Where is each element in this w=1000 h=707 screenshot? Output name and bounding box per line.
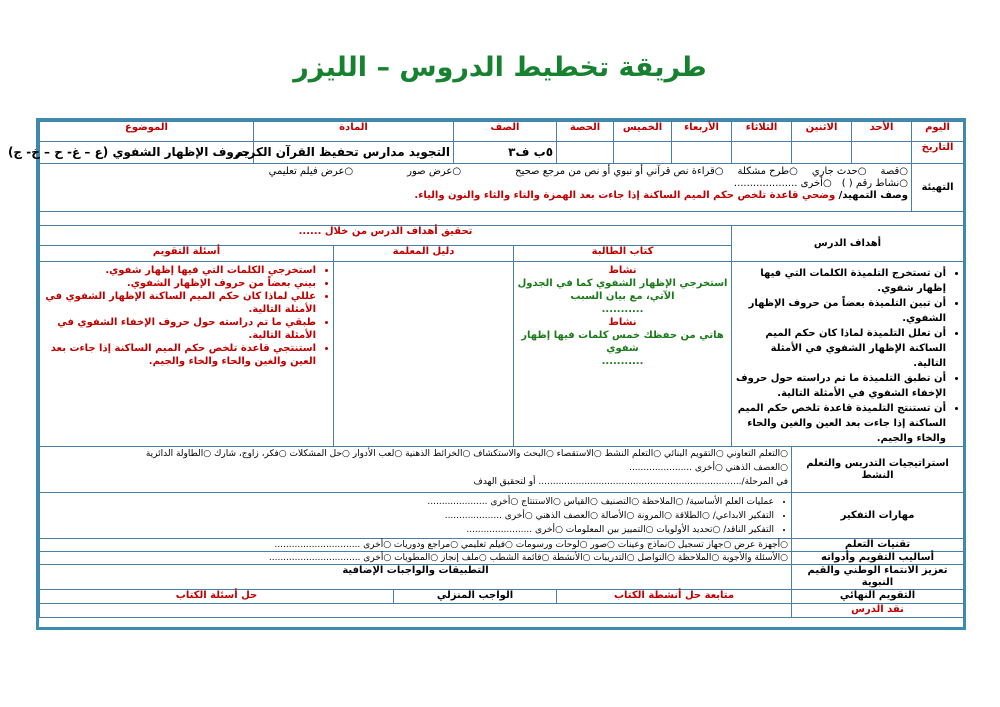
objective-item: • أن تطبق التلميذة ما تم دراسته حول حروف الإخفاء الشفوي في الأمثلة التالية. xyxy=(735,371,946,401)
followup-text: متابعة حل أنشطة الكتاب xyxy=(557,590,792,604)
activity1-text: استخرجي الإظهار الشفوي كما في الجدول الآتي، مع بيان السبب xyxy=(517,278,728,302)
thinking-row xyxy=(40,493,964,539)
date-cell-5[interactable] xyxy=(614,142,672,164)
teacher-guide-header: دليل المعلمة xyxy=(334,246,514,262)
critique-label: نقد الدرس xyxy=(792,604,964,618)
evaluation-list xyxy=(43,264,330,368)
evaluation-item: • بيني بعضاً من حروف الإظهار الشفوي. xyxy=(43,277,316,290)
thinking-list xyxy=(43,495,788,537)
strategies-row xyxy=(40,447,964,493)
tech-content[interactable]: ○أجهزة عرض ○جهاز تسجيل ○نماذج وعينات ○صور ○لوحات ورسومات ○فيلم تعليمي ○مراجع ودوريات ○أخرى .............................. xyxy=(40,539,792,552)
strategies-line3[interactable]: في المرحلة/....................................................................... أو لتحقيق الهدف xyxy=(473,477,789,487)
period-value[interactable] xyxy=(557,142,614,164)
intro-row xyxy=(40,164,964,212)
student-book-cell xyxy=(514,262,732,447)
strategies-line2[interactable]: ○العصف الذهني ○أخرى ...................... xyxy=(629,463,789,473)
thinking-item[interactable]: • التفكير الابداعي/ ○الطلاقة ○المرونة ○الأصالة ○العصف الذهني ○أخرى .................... xyxy=(43,509,774,523)
date-cell-4[interactable] xyxy=(672,142,732,164)
values-label: تعزيز الانتماء الوطني والقيم النبوية xyxy=(792,565,964,590)
header-row-labels xyxy=(40,122,964,142)
strategies-label: استراتيجيات التدريس والتعلم النشط xyxy=(792,447,964,493)
homework-label: الواجب المنزلي xyxy=(394,590,557,604)
final-label: التقويم النهائي xyxy=(792,590,964,604)
intro-option-other[interactable]: ○أخرى .................... xyxy=(733,178,832,189)
intro-option-reading[interactable]: ○قراءة نص قرآني أو نبوي أو نص من مرجع صحيح xyxy=(515,166,724,177)
activity2-dots: ........... xyxy=(601,356,644,367)
thinking-item[interactable]: • التفكير الناقد/ ○تحديد الأولويات ○التمييز بين المعلومات ○أخرى ....................... xyxy=(43,523,774,537)
objective-item: • أن تبين التلميذة بعضاً من حروف الإظهار الشفوي. xyxy=(735,296,946,326)
strategies-line1[interactable]: ○التعلم التعاوني ○التقويم البنائي ○التعلم النشط ○الاستقصاء ○البحث والاستكشاف ○الخرائط الذهنية ○لعب الأدوار ○حل المشكلات ○فكر، زاوج، شارك ○الطاولة الدائرية xyxy=(145,449,789,459)
tech-label: تقنيات التعلم xyxy=(792,539,964,552)
subject-label: المادة xyxy=(254,122,454,142)
apps-header: التطبيقات والواجبات الإضافية xyxy=(40,565,792,590)
day-sunday: الأحد xyxy=(852,122,912,142)
intro-desc-text: وضحي قاعدة تلخص حكم الميم الساكنة إذا جاءت بعد الهمزة والتاء والثاء والنون والياء. xyxy=(414,190,836,201)
thinking-item[interactable]: • عمليات العلم الأساسية/ ○الملاحظة ○التصنيف ○القياس ○الاستنتاج ○أخرى ..................... xyxy=(43,495,774,509)
objectives-list-cell xyxy=(732,262,964,447)
critique-content[interactable] xyxy=(40,604,792,618)
intro-option-images[interactable]: ○عرض صور xyxy=(407,166,462,177)
intro-desc-label: وصف التمهيد/ xyxy=(835,190,909,201)
activity2-title: نشاط xyxy=(608,317,637,328)
solve-text: حل أسئلة الكتاب xyxy=(40,590,394,604)
objective-item: • أن تعلل التلميذة لماذا كان حكم الميم الساكنة الإظهار الشفوي في الأمثلة التالية. xyxy=(735,326,946,371)
day-monday: الاثنين xyxy=(792,122,852,142)
intro-option-problem[interactable]: ○طرح مشكلة xyxy=(737,166,798,177)
objectives-achieve: تحقيق أهداف الدرس من خلال ...... xyxy=(40,226,732,246)
header-row-values xyxy=(40,142,964,164)
values-row xyxy=(40,565,964,590)
assessment-row xyxy=(40,552,964,565)
thinking-content xyxy=(40,493,792,539)
strategies-content xyxy=(40,447,792,493)
objective-item: • أن تستنتج التلميذة قاعدة تلخص حكم الميم الساكنة إذا جاءت بعد العين والغين والحاء والخاء والجيم. xyxy=(735,401,946,446)
date-label: التاريخ xyxy=(912,142,964,164)
objectives-label: أهداف الدرس xyxy=(732,226,964,262)
subject-value: التجويد مدارس تحفيظ القرآن الكريم xyxy=(254,142,454,164)
spacer-row xyxy=(40,212,964,226)
activity2-text: هاتي من حفظك خمس كلمات فيها إظهار شفوي xyxy=(521,330,724,354)
intro-options-row1 xyxy=(43,166,908,178)
period-label: الحصة xyxy=(557,122,614,142)
intro-content xyxy=(40,164,912,212)
activity1-title: نشاط xyxy=(608,265,637,276)
teacher-guide-cell[interactable] xyxy=(334,262,514,447)
intro-options-row2 xyxy=(43,178,908,190)
intro-option-story[interactable]: ○قصة xyxy=(880,166,909,177)
class-value: ٥ب ف٣ xyxy=(454,142,557,164)
intro-label: التهيئة xyxy=(912,164,964,212)
evaluation-header: أسئلة التقويم xyxy=(40,246,334,262)
evaluation-item: • استنتجي قاعدة تلخص حكم الميم الساكنة إذا جاءت بعد العين والغين والحاء والخاء والجيم. xyxy=(43,342,316,368)
assessment-content[interactable]: ○الأسئلة والأجوبة ○الملاحظة ○التواصل ○التدريبات ○الأنشطة ○قائمة الشطب ○ملف إنجاز ○المطويات ○أخرى ................................ xyxy=(40,552,792,565)
evaluation-item: • استخرجي الكلمات التي فيها إظهار شفوي. xyxy=(43,264,316,277)
tech-row xyxy=(40,539,964,552)
evaluation-item: • طبقي ما تم دراسته حول حروف الإخفاء الشفوي في الأمثلة التالية. xyxy=(43,316,316,342)
objective-item: • أن تستخرج التلميذة الكلمات التي فيها إظهار شفوي. xyxy=(735,266,946,296)
objectives-list xyxy=(735,266,960,446)
objectives-body-row xyxy=(40,262,964,447)
intro-description xyxy=(43,190,908,202)
assessment-label: أساليب التقويم وأدواته xyxy=(792,552,964,565)
day-label: اليوم xyxy=(912,122,964,142)
day-wednesday: الأربعاء xyxy=(672,122,732,142)
activity1-dots: ........... xyxy=(601,304,644,315)
lesson-plan-table xyxy=(7,121,964,618)
topic-label: الموضوع xyxy=(40,122,254,142)
day-tuesday: الثلاثاء xyxy=(732,122,792,142)
evaluation-item: • عللي لماذا كان حكم الميم الساكنة الإظهار الشفوي في الأمثلة التالية. xyxy=(43,290,316,316)
intro-option-activity[interactable]: ○نشاط رقم ( ) xyxy=(841,178,909,189)
page-title: طريقة تخطيط الدروس – الليزر xyxy=(293,52,707,83)
date-cell-2[interactable] xyxy=(792,142,852,164)
critique-row xyxy=(40,604,964,618)
date-cell-1[interactable] xyxy=(852,142,912,164)
intro-option-film[interactable]: ○عرض فيلم تعليمي xyxy=(268,166,354,177)
evaluation-cell xyxy=(40,262,334,447)
thinking-label: مهارات التفكير xyxy=(792,493,964,539)
objectives-header-row xyxy=(40,226,964,246)
intro-option-current-event[interactable]: ○حدث جاري xyxy=(811,166,867,177)
day-thursday: الخميس xyxy=(614,122,672,142)
class-label: الصف xyxy=(454,122,557,142)
date-cell-3[interactable] xyxy=(732,142,792,164)
topic-value: حروف الإظهار الشفوي (ع – غ- ح – خ- ج) xyxy=(40,142,254,164)
final-row xyxy=(40,590,964,604)
student-book-header: كتاب الطالبة xyxy=(514,246,732,262)
